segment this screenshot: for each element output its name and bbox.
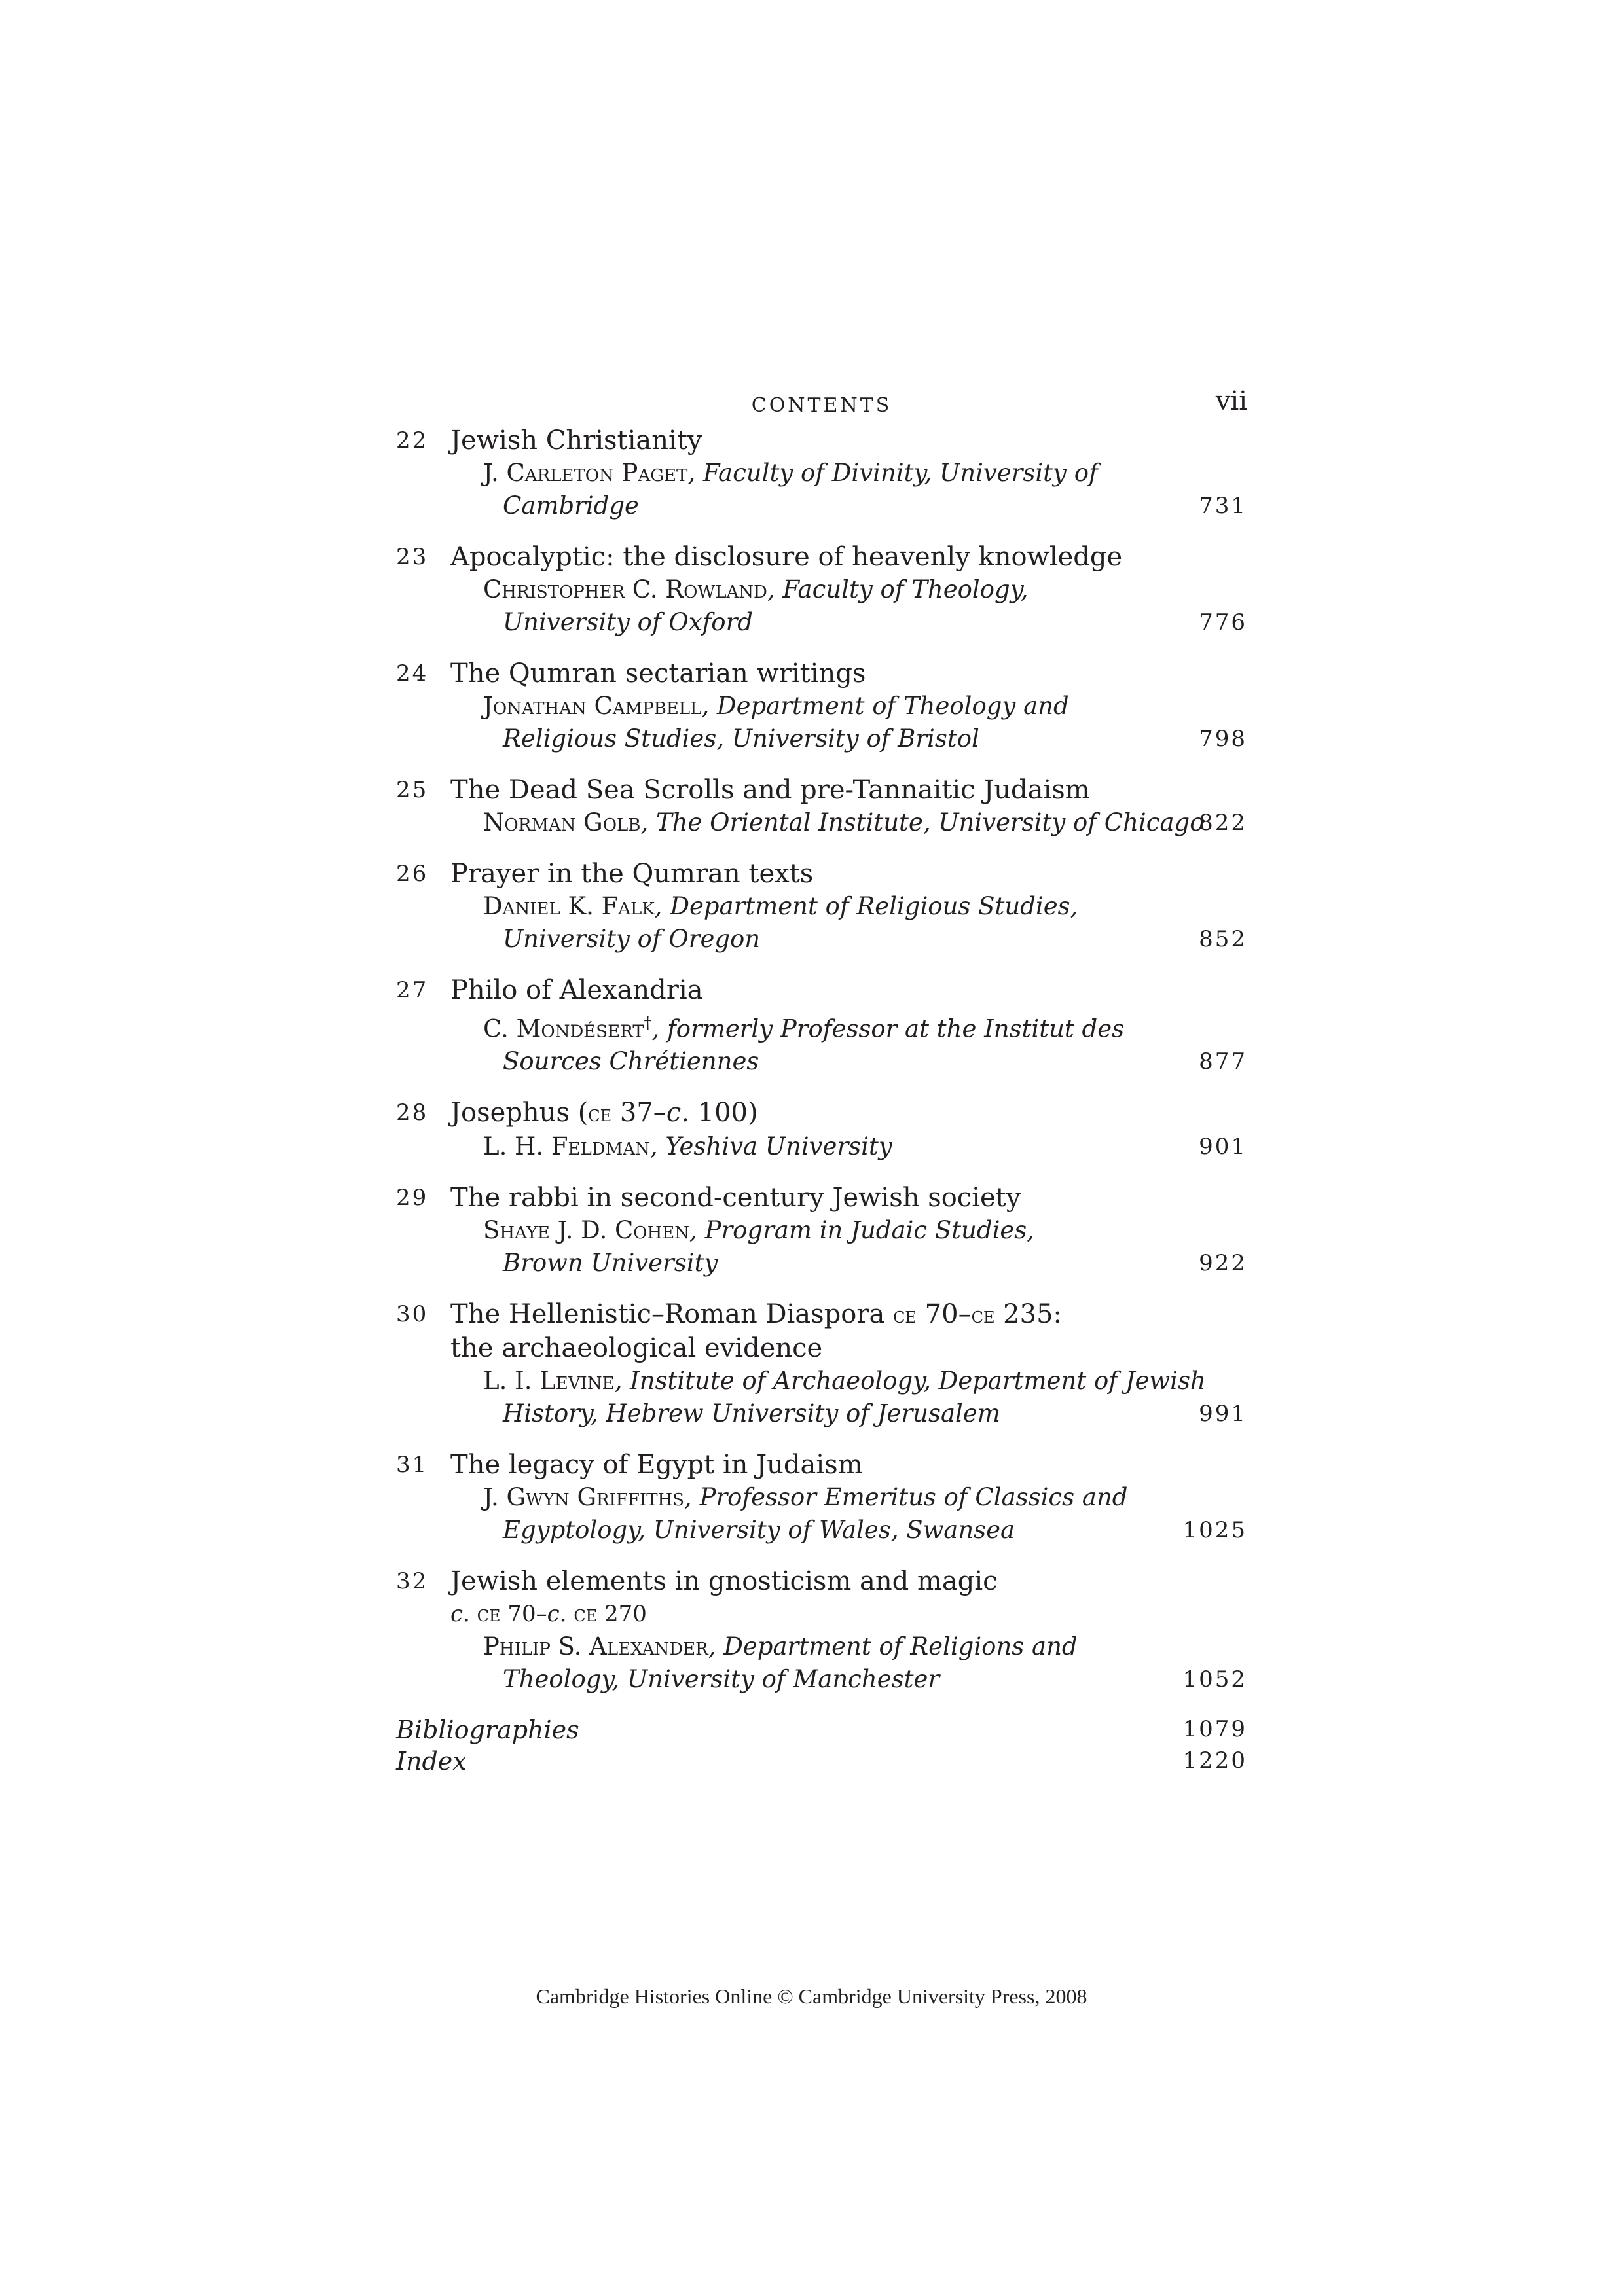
author-affiliation-cont: Religious Studies, University of Bristol (503, 725, 979, 753)
chapter-number: 22 (396, 427, 429, 454)
toc-entry-25 (396, 774, 1247, 839)
table-of-contents (396, 424, 1247, 1777)
running-head-title: CONTENTS (751, 394, 892, 417)
author-affiliation: Institute of Archaeology, Department of Jewish (630, 1367, 1206, 1395)
toc-entry-27 (396, 974, 1247, 1078)
author-affiliation-cont: Sources Chrétiennes (503, 1047, 759, 1076)
title-text: Josephus ( (450, 1098, 589, 1128)
author-name: L. H. Feldman (483, 1132, 650, 1161)
author-affiliation-cont: History, Hebrew University of Jerusalem (503, 1399, 1000, 1428)
author-name: Norman Golb (483, 808, 641, 836)
chapter-author: Daniel K. Falk, Department of Religious Studies, University of Oregon (483, 890, 1149, 956)
author-affiliation: Faculty of Divinity, University of (702, 459, 1098, 487)
chapter-title (450, 1096, 1247, 1130)
chapter-author: Philip S. Alexander, Department of Religions and Theology, University of Manchester (483, 1630, 1149, 1696)
chapter-title (450, 1298, 1247, 1332)
subtitle-text: 70– (500, 1601, 547, 1628)
chapter-author: Norman Golb, The Oriental Institute, University of Chicago (483, 808, 1205, 836)
chapter-subtitle (450, 1598, 1247, 1630)
era-label: ce (971, 1302, 995, 1329)
author-name: Christopher C. Rowland (483, 575, 767, 603)
circa-label: c. (547, 1601, 567, 1628)
author-affiliation: Program in Judaic Studies, (704, 1216, 1035, 1245)
title-text: 100) (689, 1098, 758, 1128)
toc-entry-23 (396, 541, 1247, 639)
author-affiliation: Yeshiva University (665, 1132, 892, 1161)
title-text: 70– (916, 1299, 972, 1330)
chapter-title: The Dead Sea Scrolls and pre-Tannaitic Judaism (450, 775, 1090, 805)
circa-label: c. (450, 1601, 470, 1628)
era-label: ce (574, 1601, 598, 1628)
chapter-author: C. Mondésert†, formerly Professor at the Institut des Sources Chrétiennes (483, 1007, 1149, 1078)
era-label: ce (893, 1302, 917, 1329)
author-affiliation-cont: University of Oregon (503, 925, 761, 953)
author-affiliation: Department of Religious Studies, (670, 892, 1078, 920)
chapter-author: Christopher C. Rowland, Faculty of Theology, University of Oxford (483, 573, 1149, 639)
author-affiliation: formerly Professor at the Institut des (667, 1014, 1125, 1043)
page-ref: 991 (1199, 1401, 1247, 1427)
chapter-number: 29 (396, 1185, 429, 1211)
toc-entry-24 (396, 657, 1247, 755)
running-head (396, 385, 1247, 424)
page-ref: 731 (1199, 493, 1247, 519)
page-ref: 922 (1199, 1250, 1247, 1277)
chapter-title: Jewish elements in gnosticism and magic (450, 1566, 998, 1597)
deceased-mark: † (644, 1014, 652, 1032)
chapter-author: Shaye J. D. Cohen, Program in Judaic Studies, Brown University (483, 1214, 1149, 1280)
page-ref: 1079 (1182, 1716, 1247, 1743)
chapter-title: The Qumran sectarian writings (450, 658, 866, 689)
chapter-number: 26 (396, 861, 429, 887)
chapter-number: 27 (396, 977, 429, 1003)
author-affiliation-cont: Theology, University of Manchester (503, 1665, 940, 1694)
toc-bibliographies (396, 1714, 1247, 1746)
author-affiliation: Department of Theology and (716, 692, 1069, 720)
subtitle-text: 270 (597, 1601, 647, 1628)
author-affiliation: Faculty of Theology, (782, 575, 1029, 603)
chapter-author: L. H. Feldman, Yeshiva University (483, 1132, 892, 1161)
chapter-number: 31 (396, 1452, 429, 1479)
chapter-number: 30 (396, 1301, 429, 1328)
chapter-number: 24 (396, 660, 429, 687)
author-name: Philip S. Alexander (483, 1632, 708, 1661)
toc-entry-28 (396, 1096, 1247, 1163)
circa-label: c. (666, 1098, 689, 1128)
page-ref: 1220 (1182, 1748, 1247, 1774)
chapter-number: 28 (396, 1100, 429, 1126)
toc-entry-22 (396, 424, 1247, 522)
author-affiliation-cont: University of Oxford (503, 608, 753, 636)
page-ref: 901 (1199, 1134, 1247, 1160)
chapter-title: Jewish Christianity (450, 425, 702, 456)
page-ref: 798 (1199, 726, 1247, 752)
toc-entry-30 (396, 1298, 1247, 1430)
author-affiliation: The Oriental Institute, University of Chicago (655, 808, 1205, 836)
chapter-author: J. Carleton Paget, Faculty of Divinity, University of Cambridge (483, 457, 1149, 522)
toc-entry-31 (396, 1448, 1247, 1547)
chapter-author: Jonathan Campbell, Department of Theology and Religious Studies, University of Bristol (483, 690, 1149, 755)
chapter-number: 25 (396, 777, 429, 803)
page-ref: 822 (1199, 810, 1247, 836)
chapter-title: Prayer in the Qumran texts (450, 859, 814, 889)
author-name: Shaye J. D. Cohen (483, 1216, 690, 1245)
back-matter-label: Bibliographies (396, 1715, 579, 1745)
page-number: vii (1215, 386, 1247, 416)
page-ref: 877 (1199, 1049, 1247, 1075)
page-ref: 1025 (1182, 1517, 1247, 1544)
page-ref: 776 (1199, 609, 1247, 636)
author-name: Daniel K. Falk (483, 892, 655, 920)
toc-index (396, 1746, 1247, 1777)
chapter-title: The rabbi in second-century Jewish society (450, 1183, 1021, 1213)
toc-entry-32 (396, 1565, 1247, 1696)
chapter-number: 23 (396, 544, 429, 570)
era-label: ce (477, 1601, 501, 1628)
chapter-number: 32 (396, 1568, 429, 1595)
chapter-title: Philo of Alexandria (450, 975, 703, 1005)
toc-entry-26 (396, 857, 1247, 956)
author-name: J. Carleton Paget (483, 459, 688, 487)
toc-entry-29 (396, 1181, 1247, 1280)
author-affiliation-cont: Egyptology, University of Wales, Swansea (503, 1516, 1015, 1545)
copyright-footer: Cambridge Histories Online © Cambridge University Press, 2008 (536, 1984, 1087, 2008)
title-text: The Hellenistic–Roman Diaspora (450, 1299, 894, 1330)
author-name: Jonathan Campbell (483, 692, 702, 720)
author-affiliation-cont: Brown University (503, 1249, 718, 1278)
author-affiliation-cont: Cambridge (503, 492, 639, 520)
author-name: J. Gwyn Griffiths (483, 1483, 685, 1512)
author-affiliation: Department of Religions and (723, 1632, 1078, 1661)
page-ref: 852 (1199, 926, 1247, 952)
author-name: C. Mondésert (483, 1014, 644, 1043)
chapter-title-line-2: the archaeological evidence (450, 1333, 823, 1364)
page-ref: 1052 (1182, 1666, 1247, 1693)
chapter-author: J. Gwyn Griffiths, Professor Emeritus of Classics and Egyptology, University of Wales, Swansea (483, 1481, 1149, 1547)
era-label: ce (588, 1101, 612, 1128)
chapter-author: L. I. Levine, Institute of Archaeology, Department of Jewish History, Hebrew University of Jerusalem (483, 1365, 1149, 1430)
author-affiliation: Professor Emeritus of Classics and (699, 1483, 1128, 1512)
chapter-title: Apocalyptic: the disclosure of heavenly knowledge (450, 542, 1123, 572)
title-text: 235: (994, 1299, 1063, 1330)
back-matter-label: Index (396, 1747, 467, 1776)
chapter-title: The legacy of Egypt in Judaism (450, 1450, 863, 1480)
title-text: 37– (611, 1098, 666, 1128)
author-name: L. I. Levine (483, 1367, 615, 1395)
